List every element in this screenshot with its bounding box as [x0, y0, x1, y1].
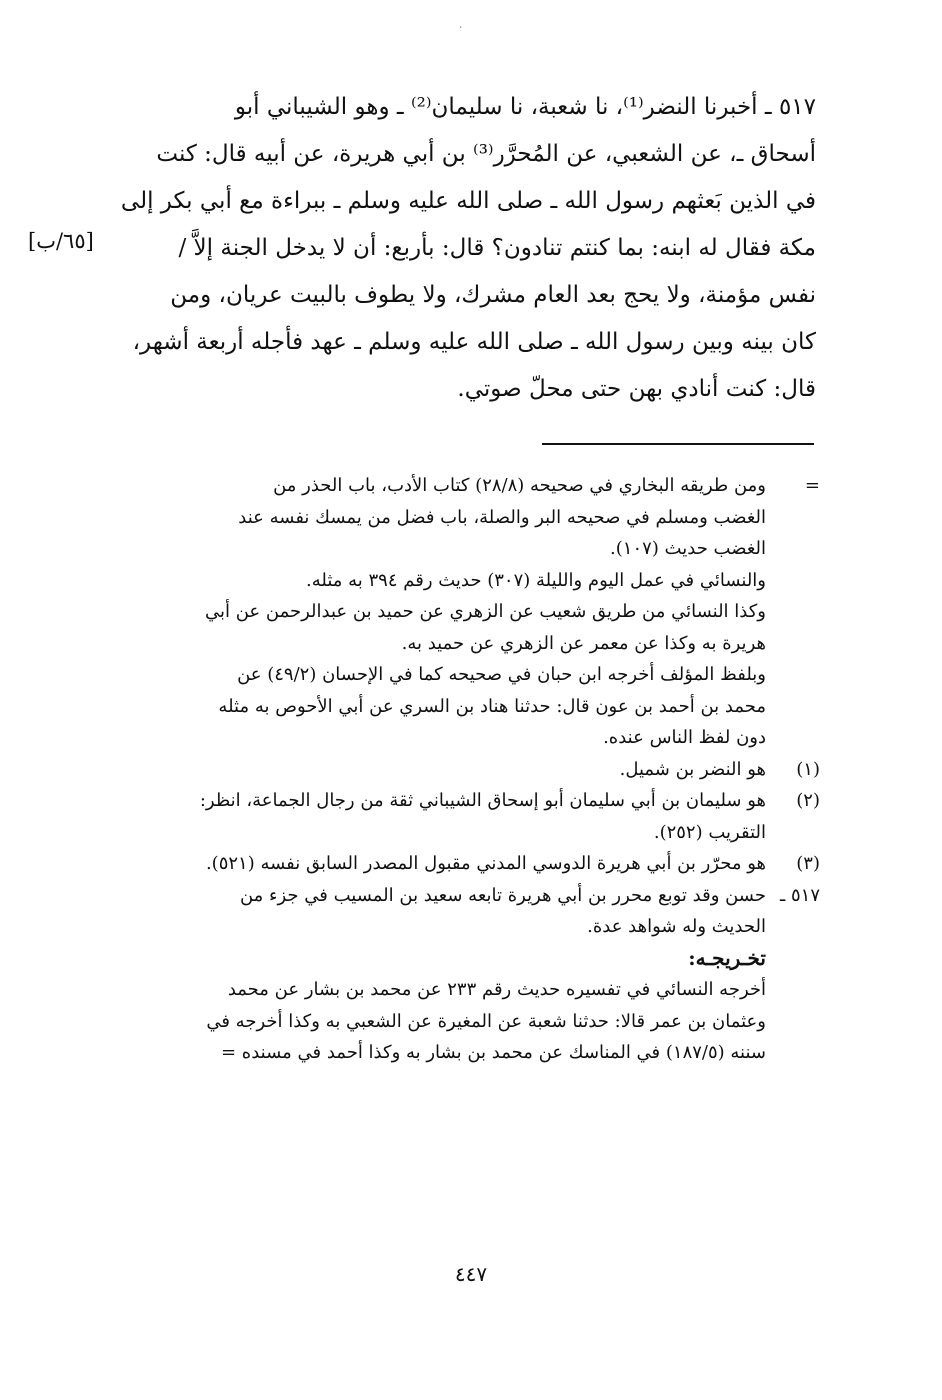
footnote-3: [110, 848, 820, 880]
footnote-line: التقريب (٢٥٢).: [653, 821, 766, 843]
takhrij-block: [110, 974, 820, 1069]
grading-number: ٥١٧ ـ: [779, 884, 820, 906]
main-line: نفس مؤمنة، ولا يحج بعد العام مشرك، ولا يطوف بالبيت عريان، ومن: [170, 282, 816, 308]
hadith-grading: [110, 880, 820, 943]
main-line: مكة فقال له ابنه: بما كنتم تنادون؟ قال: بأربع: أن لا يدخل الجنة إلاَّ /: [178, 235, 816, 261]
footnote-line: الغضب ومسلم في صحيحه البر والصلة، باب فضل من يمسك نفسه عند: [238, 506, 766, 528]
manuscript-folio-marker: [٦٥/ب]: [28, 229, 94, 253]
footnote-line: والنسائي في عمل اليوم والليلة (٣٠٧) حديث رقم ٣٩٤ به مثله.: [306, 569, 766, 591]
main-line: أسحاق ـ، عن الشعبي، عن المُحرَّر⁽³⁾ بن أبي هريرة، عن أبيه قال: كنت: [156, 141, 816, 167]
continuation-mark: =: [804, 475, 820, 496]
footnote-line: الغضب حديث (١٠٧).: [610, 538, 766, 559]
footnote-number: (٢): [796, 790, 820, 811]
page-number: ٤٤٧: [454, 1262, 488, 1286]
page-top-mark: ٠: [458, 22, 464, 33]
main-line: كان بينه وبين رسول الله ـ صلى الله عليه وسلم ـ عهد فأجله أربعة أشهر،: [132, 329, 816, 355]
footnote-continuation: [110, 470, 820, 754]
footnote-1: [110, 754, 820, 786]
takhrij-heading: تخـريجـه:: [688, 945, 766, 970]
footnote-line: وبلفظ المؤلف أخرجه ابن حبان في صحيحه كما في الإحسان (٤٩/٢) عن: [237, 664, 766, 685]
footnote-number: (١): [796, 758, 820, 780]
footnote-line: هريرة به وكذا عن معمر عن الزهري عن حميد به.: [401, 632, 766, 654]
footnote-2: [110, 785, 820, 848]
footnote-line: محمد بن أحمد بن عون قال: حدثنا هناد بن السري عن أبي الأحوص به مثله: [218, 695, 766, 717]
footnote-line: ومن طريقه البخاري في صحيحه (٢٨/٨) كتاب الأدب، باب الحذر من: [273, 475, 766, 496]
footnote-line: هو سليمان بن أبي سليمان أبو إسحاق الشيباني ثقة من رجال الجماعة، انظر:: [199, 790, 766, 811]
takhrij-line: أخرجه النسائي في تفسيره حديث رقم ٢٣٣ عن محمد بن بشار عن محمد: [227, 979, 766, 1000]
main-line: في الذين بَعثهم رسول الله ـ صلى الله عليه وسلم ـ ببراءة مع أبي بكر إلى: [120, 188, 816, 214]
footnote-line: هو النضر بن شميل.: [619, 758, 766, 780]
grading-line: الحديث وله شواهد عدة.: [587, 916, 766, 937]
footnotes-section: [110, 470, 820, 1069]
main-hadith-text: [110, 84, 816, 413]
footnote-line: هو محرّر بن أبي هريرة الدوسي المدني مقبول المصدر السابق نفسه (٥٢١).: [205, 853, 766, 874]
footnote-line: دون لفظ الناس عنده.: [603, 727, 766, 748]
grading-line: حسن وقد توبع محرر بن أبي هريرة تابعه سعيد بن المسيب في جزء من: [239, 884, 766, 906]
footnote-separator-rule: [542, 443, 814, 445]
takhrij-line: وعثمان بن عمر قالا: حدثنا شعبة عن المغيرة عن الشعبي به وكذا أخرجه في: [206, 1010, 766, 1032]
footnote-number: (٣): [796, 853, 820, 874]
main-line: قال: كنت أنادي بهن حتى محلّ صوتي.: [457, 376, 816, 402]
footnote-line: وكذا النسائي من طريق شعيب عن الزهري عن حميد بن عبدالرحمن عن أبي: [204, 601, 766, 622]
takhrij-line: سننه (١٨٧/٥) في المناسك عن محمد بن بشار به وكذا أحمد في مسنده =: [220, 1042, 766, 1063]
main-line: ٥١٧ ـ أخبرنا النضر⁽¹⁾، نا شعبة، نا سليمان⁽²⁾ ـ وهو الشيباني أبو: [234, 94, 816, 120]
